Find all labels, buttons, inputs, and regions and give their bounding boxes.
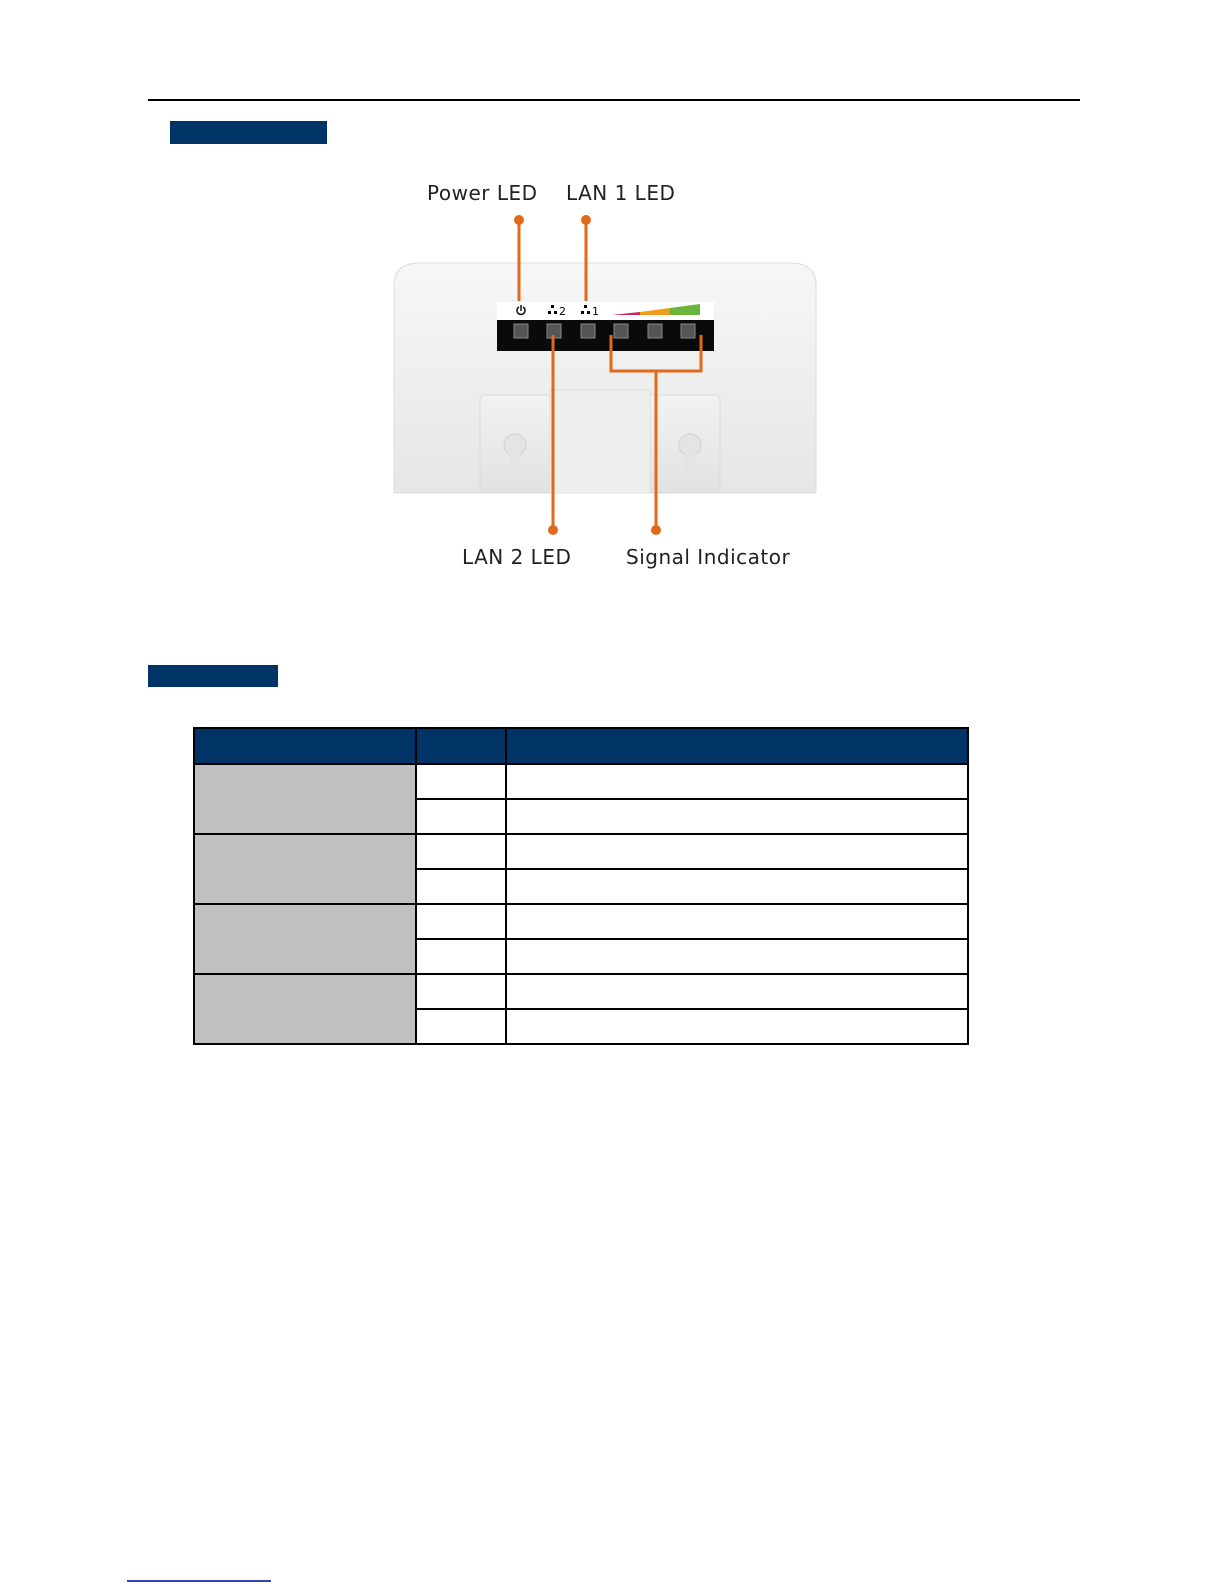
state-cell: [416, 974, 506, 1009]
lan1-panel-label: 1: [592, 305, 599, 318]
led-status-table: [193, 727, 969, 1045]
table-header-row: [194, 728, 968, 764]
led-group-cell: [194, 764, 416, 834]
led-lan1: [581, 324, 595, 338]
state-cell: [416, 904, 506, 939]
description-cell: [506, 834, 968, 869]
device-led-figure: [380, 175, 840, 595]
footer-link-underline: [127, 1580, 271, 1582]
table-row: [194, 834, 968, 869]
led-group-cell: [194, 974, 416, 1044]
callout-signal-indicator: Signal Indicator: [626, 545, 791, 569]
callout-power-led: Power LED: [427, 181, 538, 205]
description-cell: [506, 764, 968, 799]
header-cell-description: [506, 728, 968, 764]
table-row: [194, 764, 968, 799]
description-cell: [506, 939, 968, 974]
description-cell: [506, 1009, 968, 1044]
device-illustration: [380, 175, 840, 595]
led-group-cell: [194, 904, 416, 974]
led-signal-3: [681, 324, 695, 338]
header-cell-state: [416, 728, 506, 764]
header-cell-led: [194, 728, 416, 764]
description-cell: [506, 799, 968, 834]
state-cell: [416, 764, 506, 799]
description-cell: [506, 869, 968, 904]
section-heading-bar-1: [170, 121, 327, 144]
led-group-cell: [194, 834, 416, 904]
state-cell: [416, 799, 506, 834]
state-cell: [416, 1009, 506, 1044]
callout-lan1-led: LAN 1 LED: [566, 181, 676, 205]
led-signal-1: [614, 324, 628, 338]
led-power: [514, 324, 528, 338]
table-row: [194, 904, 968, 939]
led-signal-2: [648, 324, 662, 338]
lan2-panel-label: 2: [559, 305, 566, 318]
callout-lan2-led: LAN 2 LED: [462, 545, 572, 569]
state-cell: [416, 939, 506, 974]
state-cell: [416, 869, 506, 904]
description-cell: [506, 974, 968, 1009]
table-row: [194, 974, 968, 1009]
header-rule: [148, 99, 1080, 101]
section-heading-bar-2: [148, 665, 278, 687]
description-cell: [506, 904, 968, 939]
state-cell: [416, 834, 506, 869]
